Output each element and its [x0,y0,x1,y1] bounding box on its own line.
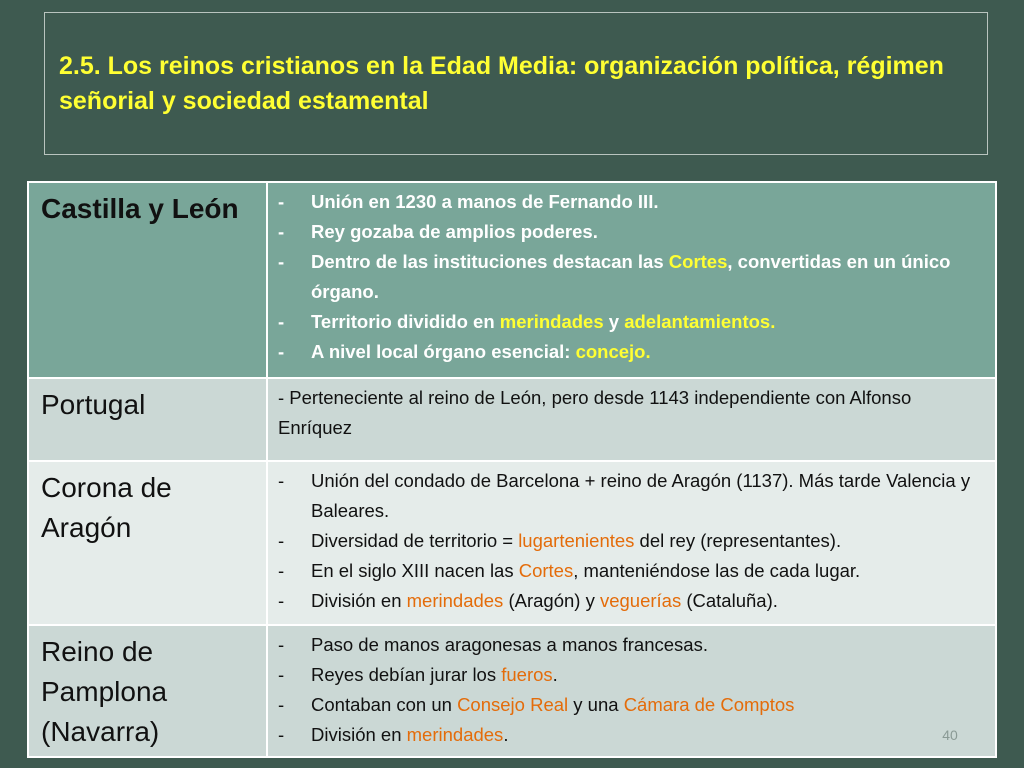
highlighted-term: veguerías [599,590,682,611]
list-item [278,526,983,556]
row-content [267,182,996,378]
row-text: - Perteneciente al reino de León, pero desde 1143 independiente con Alfonso Enríquez [278,387,912,438]
list-item [278,630,983,660]
table-row-navarra [28,625,996,757]
bullet-dash: - [278,191,285,212]
item-text: Dentro de las instituciones destacan las [311,251,669,272]
item-text: . [503,724,509,745]
list-item [278,187,983,217]
item-text: División en [311,590,407,611]
bullet-dash: - [278,530,285,551]
row-heading: Portugal [28,378,267,461]
item-text: En el siglo XIII nacen las [311,560,519,581]
list-item [278,247,983,307]
highlighted-term: merindades [406,724,504,745]
bullet-dash: - [278,221,285,242]
item-text: , convertidas en un único órgano. [311,251,951,302]
list-item [278,556,983,586]
table-row-castilla [28,182,996,378]
item-text: y [603,311,625,332]
item-text: (Aragón) y [503,590,600,611]
item-text: y una [568,694,624,715]
slide-title: 2.5. Los reinos cristianos en la Edad Media: organización política, régimen señorial y sociedad estamental [59,51,944,115]
bullet-dash: - [278,470,285,491]
list-item [278,466,983,526]
item-text: Paso de manos aragonesas a manos francesas. [311,634,708,655]
list-item [278,307,983,337]
item-text: Diversidad de territorio = [311,530,519,551]
item-text: , manteniéndose las de cada lugar. [573,560,861,581]
highlighted-term: adelantamientos. [624,311,776,332]
item-text: División en [311,724,407,745]
kingdoms-table [27,181,997,758]
table-row-aragon [28,461,996,625]
highlighted-term: merindades [406,590,504,611]
bullet-dash: - [278,634,285,655]
bullet-dash: - [278,560,285,581]
page-number: 40 [942,727,958,743]
item-text: Territorio dividido en [311,311,500,332]
highlighted-term: fueros [501,664,553,685]
list-item [278,690,983,720]
highlighted-term: Consejo Real [457,694,569,715]
item-text: Unión en 1230 a manos de Fernando III. [311,191,659,212]
item-text: Contaban con un [311,694,458,715]
row-content [267,461,996,625]
row-heading: Corona de Aragón [28,461,267,625]
bullet-list [278,466,983,616]
bullet-dash: - [278,694,285,715]
highlighted-term: Cortes [518,560,574,581]
highlighted-term: Cámara de Comptos [623,694,795,715]
bullet-dash: - [278,724,285,745]
bullet-list [278,187,983,367]
highlighted-term: merindades [499,311,604,332]
item-text: Rey gozaba de amplios poderes. [311,221,598,242]
item-text: (Cataluña). [681,590,778,611]
table-row-portugal [28,378,996,461]
title-frame [44,12,988,155]
list-item [278,337,983,367]
bullet-dash: - [278,590,285,611]
bullet-dash: - [278,664,285,685]
bullet-dash: - [278,311,285,332]
item-text: Reyes debían jurar los [311,664,502,685]
bullet-dash: - [278,251,285,272]
row-heading: Reino de Pamplona (Navarra) [28,625,267,757]
item-text: del rey (representantes). [634,530,842,551]
item-text: Unión del condado de Barcelona + reino de Aragón (1137). Más tarde Valencia y Baleares. [311,470,971,521]
row-content [267,625,996,757]
bullet-dash: - [278,341,285,362]
row-content [267,378,996,461]
item-text: . [552,664,558,685]
item-text: A nivel local órgano esencial: [311,341,576,362]
list-item [278,660,983,690]
highlighted-term: Cortes [668,251,728,272]
list-item [278,217,983,247]
row-heading: Castilla y León [28,182,267,378]
bullet-list [278,630,983,750]
highlighted-term: concejo. [575,341,651,362]
list-item [278,720,983,750]
highlighted-term: lugartenientes [518,530,635,551]
list-item [278,586,983,616]
